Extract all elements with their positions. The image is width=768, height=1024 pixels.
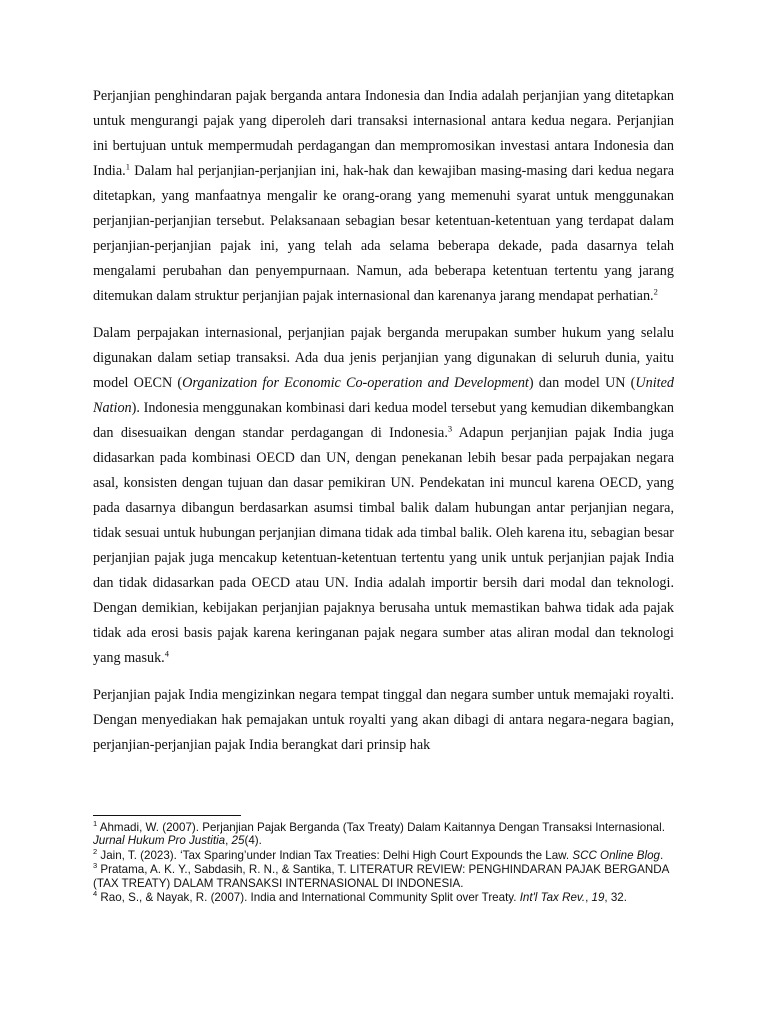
footnote-ref-1[interactable]: 1 (125, 161, 130, 172)
footnote-3 (93, 863, 674, 890)
paragraph-2 (93, 321, 674, 671)
paragraph-1-text-a: Perjanjian penghindaran pajak berganda antara Indonesia dan India adalah perjanjian yang ditetapkan untuk mengurangi pajak yang diperoleh dari transaksi internasional antara kedua negara. Perjanjian ini bertujuan untuk mempermudah perdagangan dan mempromosikan investasi antara Indonesia dan India. (93, 88, 674, 179)
paragraph-2-text-a: Dalam perpajakan internasional, perjanjian pajak berganda merupakan sumber hukum yang selalu digunakan dalam setiap transaksi. Ada dua jenis perjanjian yang digunakan di seluruh dunia, yaitu model OECN ( (93, 325, 674, 391)
footnote-number: 2 (93, 846, 98, 856)
footnote-1-journal: Jurnal Hukum Pro Justitia (93, 834, 226, 848)
footnote-number: 3 (93, 861, 98, 871)
footnotes (93, 821, 674, 905)
footnote-4-text-c: , 32. (604, 891, 627, 905)
footnote-ref-4[interactable]: 4 (164, 648, 169, 659)
footnote-4 (93, 891, 674, 904)
footnote-2-text-b: . (660, 848, 664, 862)
paragraph-3 (93, 683, 674, 758)
paragraph-2-text-d: Adapun perjanjian pajak India juga didasarkan pada kombinasi OECD dan UN, dengan penekanan lebih besar pada perpajakan negara asal, konsisten dengan tujuan dan dasar pemikiran UN. Pendekatan ini muncul karena OECD, yang pada dasarnya dibangun berdasarkan asumsi timbal balik dalam hubungan antar perjanjian negara, tidak sesuai untuk hubungan perjanjian dimana tidak ada timbal balik. Oleh karena itu, sebagian besar perjanjian pajak juga mencakup ketentuan-ketentuan tertentu yang unik untuk perjanjian pajak India dan tidak didasarkan pada OECD atau UN. India adalah importir bersih dari modal dan teknologi. Dengan demikian, kebijakan perjanjian pajaknya berusaha untuk memastikan bahwa tidak ada pajak tidak ada erosi basis pajak karena keringanan pajak negara sumber atas aliran modal dan teknologi yang masuk. (93, 425, 674, 666)
document-page (93, 84, 674, 758)
un-full-name: United Nation (93, 375, 674, 416)
footnote-4-text-b: , (585, 891, 592, 905)
oecd-full-name: Organization for Economic Co-operation and Development (182, 375, 529, 391)
footnote-ref-2[interactable]: 2 (653, 286, 658, 297)
footnote-1-text-c: (4). (244, 834, 262, 848)
footnote-separator (93, 815, 241, 816)
footnote-2 (93, 846, 674, 862)
paragraph-1-text-b: Dalam hal perjanjian-perjanjian ini, hak-hak dan kewajiban masing-masing dari kedua negara ditetapkan, yang manfaatnya mengalir ke orang-orang yang memenuhi syarat untuk menggunakan perjanjian-perjanjian tersebut. Pelaksanaan sebagian besar ketentuan-ketentuan yang terdapat dalam perjanjian-perjanjian pajak ini, yang telah ada selama beberapa dekade, pada dasarnya telah mengalami perubahan dan penyempurnaan. Namun, ada beberapa ketentuan tertentu yang jarang ditemukan dalam struktur perjanjian pajak internasional dan karenanya jarang mendapat perhatian. (93, 163, 674, 304)
footnote-number: 4 (93, 889, 98, 899)
footnote-4-text-a: Rao, S., & Nayak, R. (2007). India and International Community Split over Treaty. (97, 891, 520, 905)
footnote-1-text-b: , (225, 834, 232, 848)
footnote-2-source: SCC Online Blog (572, 848, 660, 862)
paragraph-2-text-c: ). Indonesia menggunakan kombinasi dari kedua model tersebut yang kemudian dikembangkan dan disesuaikan dengan standar perdagangan di Indonesia. (93, 400, 674, 441)
footnote-4-volume: 19 (591, 891, 605, 905)
paragraph-2-text-b: ) dan model UN ( (528, 375, 636, 391)
footnote-2-text-a: Jain, T. (2023). ‘Tax Sparing’under Indian Tax Treaties: Delhi High Court Expounds the Law. (97, 848, 573, 862)
footnote-4-journal: Int'l Tax Rev. (519, 891, 586, 905)
footnote-3-text-a: Pratama, A. K. Y., Sabdasih, R. N., & Santika, T. LITERATUR REVIEW: PENGHINDARAN PAJAK BERGANDA (TAX TREATY) DALAM TRANSAKSI INTERNASIONAL DI INDONESIA. (93, 863, 669, 890)
footnote-ref-3[interactable]: 3 (447, 423, 453, 434)
footnote-number: 1 (93, 819, 98, 829)
footnote-1-volume: 25 (231, 834, 245, 848)
paragraph-1 (93, 84, 674, 309)
footnote-1 (93, 821, 674, 848)
paragraph-3-text-a: Perjanjian pajak India mengizinkan negara tempat tinggal dan negara sumber untuk memajaki royalti. Dengan menyediakan hak pemajakan untuk royalti yang akan dibagi di antara negara-negara bagian, perjanjian-perjanjian pajak India berangkat dari prinsip hak (93, 687, 674, 753)
footnote-1-text-a: Ahmadi, W. (2007). Perjanjian Pajak Berganda (Tax Treaty) Dalam Kaitannya Dengan Transaksi Internasional. (97, 821, 665, 834)
